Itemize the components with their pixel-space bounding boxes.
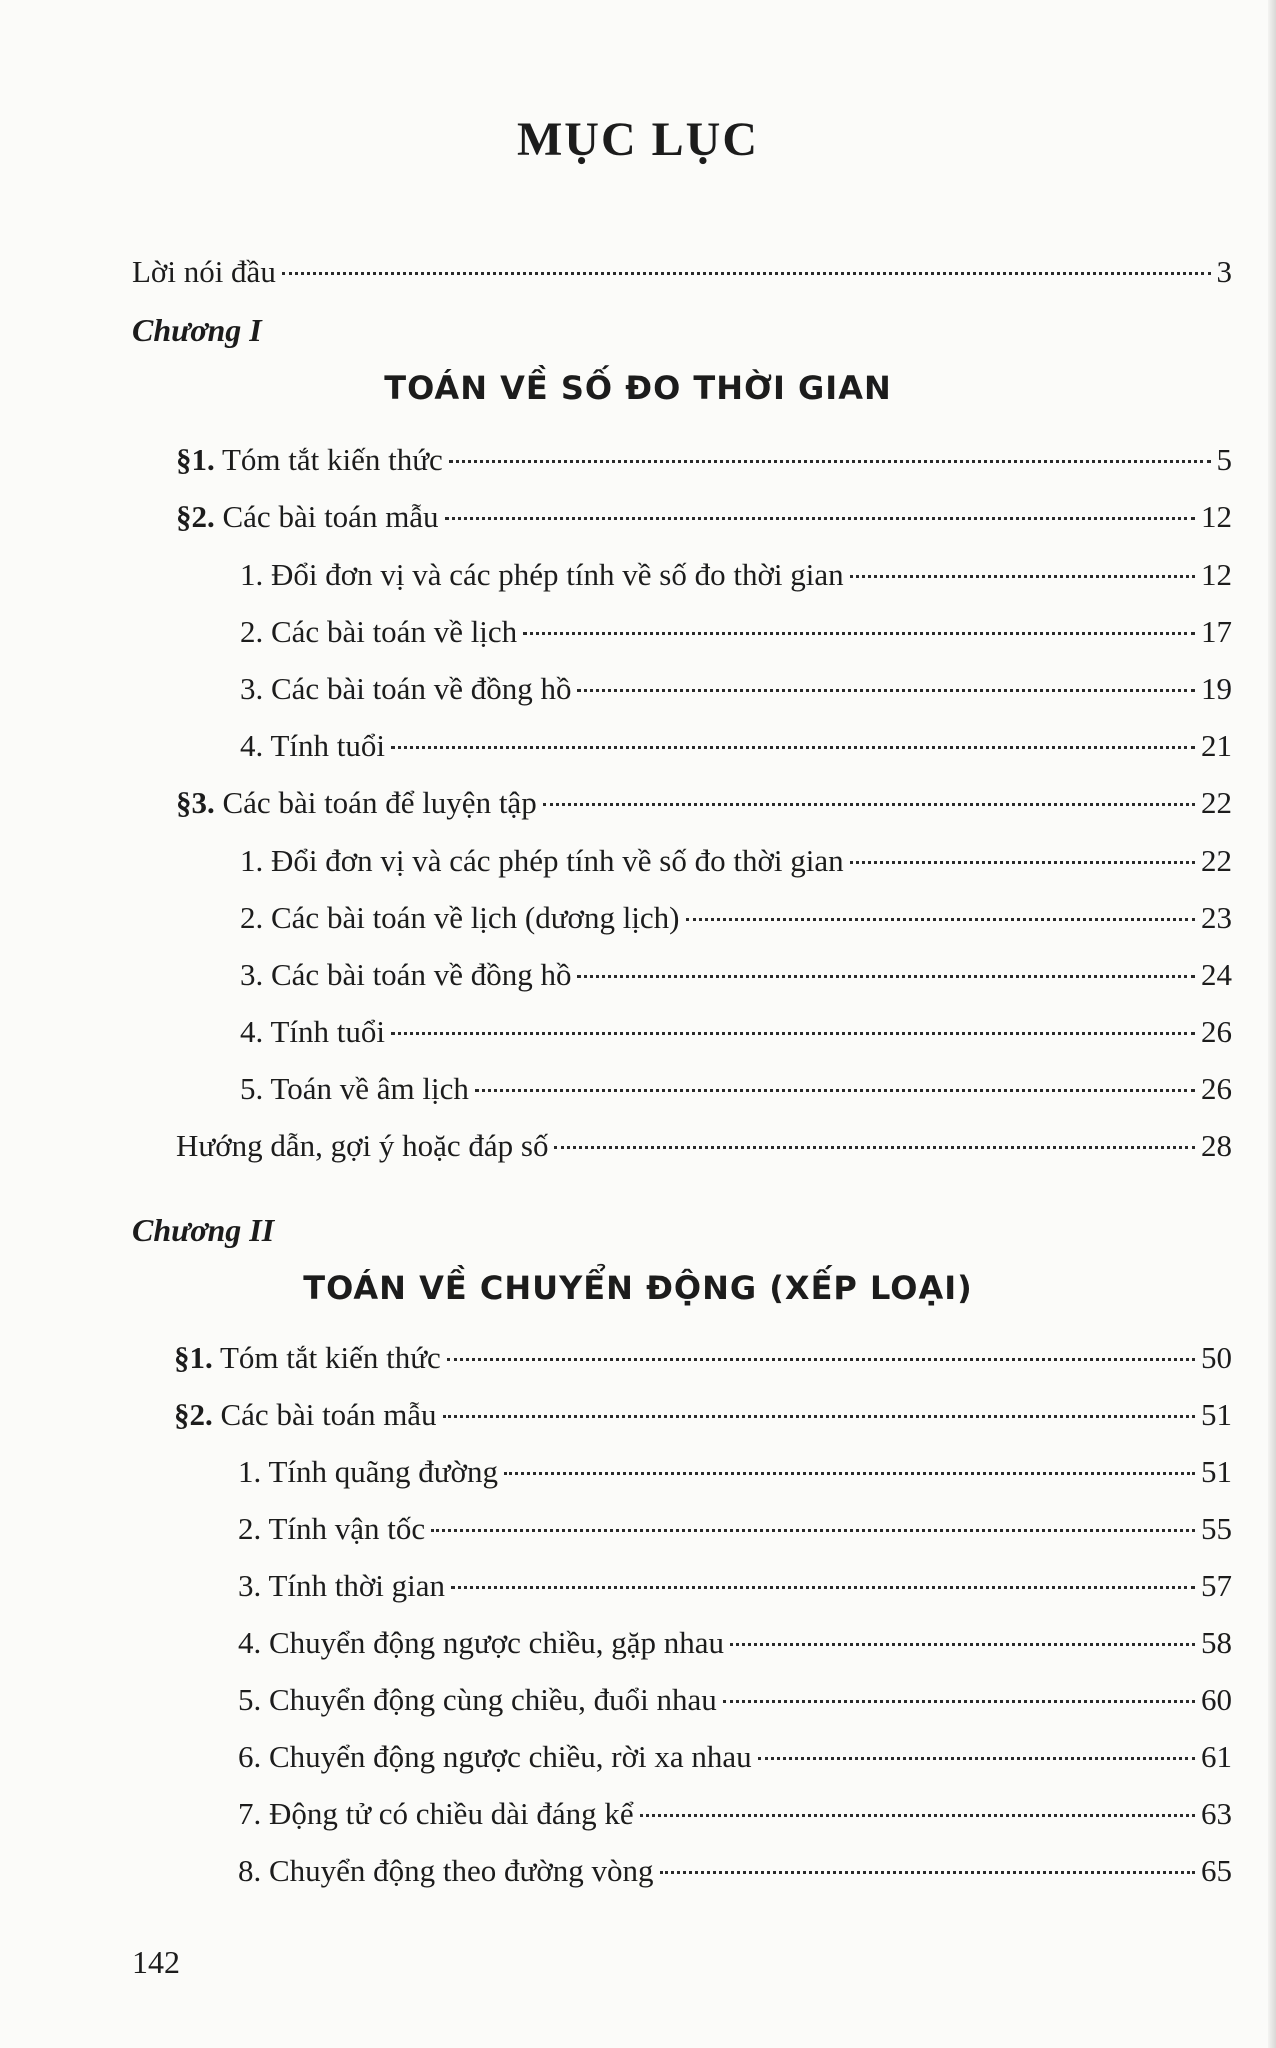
toc-entry-page: 24 [1201,957,1232,992]
toc-entry-page: 58 [1201,1625,1232,1660]
dot-leader [447,1358,1195,1361]
toc-entry-label: 3. Các bài toán về đồng hồ [240,671,572,706]
toc-entry-ch1-guide [176,1126,1232,1166]
toc-entry-label: 1. Đổi đơn vị và các phép tính về số đo thời gian [240,843,844,878]
dot-leader [504,1472,1195,1475]
dot-leader [577,975,1195,978]
dot-leader [686,918,1195,921]
dot-leader [758,1757,1195,1760]
dot-leader [451,1586,1195,1589]
toc-entry-ch1-sec2-item1 [240,555,1232,595]
toc-entry-label: Tóm tắt kiến thức [219,1340,441,1375]
toc-entry-page: 22 [1201,785,1232,820]
toc-entry-ch2-sec2-item1 [238,1452,1232,1492]
toc-entry-label: 4. Chuyển động ngược chiều, gặp nhau [238,1625,725,1660]
toc-entry-ch1-sec3 [176,783,1232,823]
toc-entry-ch2-sec2 [174,1395,1232,1435]
section-number: §3. [176,785,215,820]
toc-entry-page: 61 [1201,1739,1232,1774]
toc-entry-ch1-sec2-item2 [240,612,1232,652]
toc-entry-label: 2. Tính vận tốc [238,1511,426,1546]
toc-entry-ch1-sec3-item3 [240,955,1232,995]
toc-entry-label: 3. Các bài toán về đồng hồ [240,957,572,992]
toc-entry-label: 5. Chuyển động cùng chiều, đuổi nhau [238,1682,717,1717]
toc-entry-ch1-sec3-item1 [240,841,1232,881]
toc-entry-ch1-sec3-item5 [240,1069,1232,1109]
toc-entry-page: 28 [1201,1128,1232,1163]
toc-entry-ch2-sec1 [174,1338,1232,1378]
toc-entry-page: 3 [1216,254,1232,289]
toc-entry-label: 4. Tính tuổi [240,1014,385,1049]
toc-entry-label: Các bài toán mẫu [220,1397,437,1432]
toc-entry-label: Các bài toán mẫu [222,499,439,534]
chapter-1-title: TOÁN VỀ SỐ ĐO THỜI GIAN [384,369,892,407]
toc-entry-label: Tóm tắt kiến thức [221,442,443,477]
dot-leader [391,1032,1195,1035]
dot-leader [282,272,1211,275]
toc-entry-ch1-sec2-item3 [240,669,1232,709]
toc-entry-page: 65 [1201,1853,1232,1888]
toc-entry-ch2-sec2-item3 [238,1566,1232,1606]
toc-entry-page: 12 [1201,499,1232,534]
dot-leader [391,746,1195,749]
toc-entry-ch2-sec2-item6 [238,1737,1232,1777]
toc-entry-page: 60 [1201,1682,1232,1717]
toc-entry-ch2-sec2-item5 [238,1680,1232,1720]
toc-entry-label: 1. Tính quãng đường [238,1454,498,1489]
dot-leader [850,575,1195,578]
section-number: §2. [174,1397,213,1432]
toc-entry-page: 5 [1216,442,1232,477]
toc-entry-label: 1. Đổi đơn vị và các phép tính về số đo thời gian [240,557,844,592]
toc-entry-page: 19 [1201,671,1232,706]
dot-leader [850,861,1195,864]
dot-leader [640,1814,1195,1817]
toc-entry-label: Hướng dẫn, gợi ý hoặc đáp số [176,1128,549,1163]
toc-entry-ch1-sec3-item4 [240,1012,1232,1052]
dot-leader [523,632,1195,635]
toc-entry-label: 5. Toán về âm lịch [240,1071,469,1106]
dot-leader [577,689,1195,692]
toc-entry-page: 26 [1201,1014,1232,1049]
toc-entry-label: 8. Chuyển động theo đường vòng [238,1853,654,1888]
dot-leader [445,517,1195,520]
toc-entry-page: 17 [1201,614,1232,649]
toc-entry-page: 50 [1201,1340,1232,1375]
chapter-2-title: TOÁN VỀ CHUYỂN ĐỘNG (XẾP LOẠI) [303,1269,973,1307]
toc-entry-page: 22 [1201,843,1232,878]
page-title: MỤC LỤC [517,113,759,166]
toc-entry-page: 21 [1201,728,1232,763]
toc-entry-label: 2. Các bài toán về lịch (dương lịch) [240,900,680,935]
toc-entry-label: 4. Tính tuổi [240,728,385,763]
toc-entry-page: 51 [1201,1454,1232,1489]
dot-leader [449,460,1211,463]
toc-entry-label: 7. Động tử có chiều dài đáng kể [238,1796,634,1831]
toc-entry-label: 3. Tính thời gian [238,1568,445,1603]
section-number: §1. [176,442,215,477]
toc-entry-ch2-sec2-item8 [238,1851,1232,1891]
chapter-2-label: Chương II [132,1212,275,1248]
toc-entry-ch2-sec2-item7 [238,1794,1232,1834]
toc-entry-label: 6. Chuyển động ngược chiều, rời xa nhau [238,1739,752,1774]
toc-entry-ch1-sec3-item2 [240,898,1232,938]
dot-leader [730,1643,1195,1646]
dot-leader [443,1415,1195,1418]
dot-leader [475,1089,1195,1092]
section-number: §2. [176,499,215,534]
toc-entry-ch2-sec2-item2 [238,1509,1232,1549]
toc-entry-label: Các bài toán để luyện tập [222,785,537,820]
toc-entry-page: 26 [1201,1071,1232,1106]
chapter-1-label: Chương I [132,312,262,348]
toc-entry-ch1-sec1 [176,440,1232,480]
section-number: §1. [174,1340,213,1375]
toc-entry-label: Lời nói đầu [132,254,276,289]
toc-entry-ch1-sec2-item4 [240,726,1232,766]
toc-entry-page: 23 [1201,900,1232,935]
toc-entry-ch2-sec2-item4 [238,1623,1232,1663]
dot-leader [431,1529,1195,1532]
dot-leader [723,1700,1195,1703]
toc-entry-ch1-sec2 [176,497,1232,537]
dot-leader [543,803,1195,806]
toc-entry-page: 51 [1201,1397,1232,1432]
page-edge-shadow [1268,0,1276,2048]
toc-entry-preface [132,252,1232,292]
dot-leader [554,1146,1195,1149]
toc-entry-page: 57 [1201,1568,1232,1603]
toc-entry-page: 55 [1201,1511,1232,1546]
page-number: 142 [132,1944,180,1980]
toc-entry-page: 12 [1201,557,1232,592]
dot-leader [660,1871,1195,1874]
toc-entry-label: 2. Các bài toán về lịch [240,614,518,649]
toc-entry-page: 63 [1201,1796,1232,1831]
